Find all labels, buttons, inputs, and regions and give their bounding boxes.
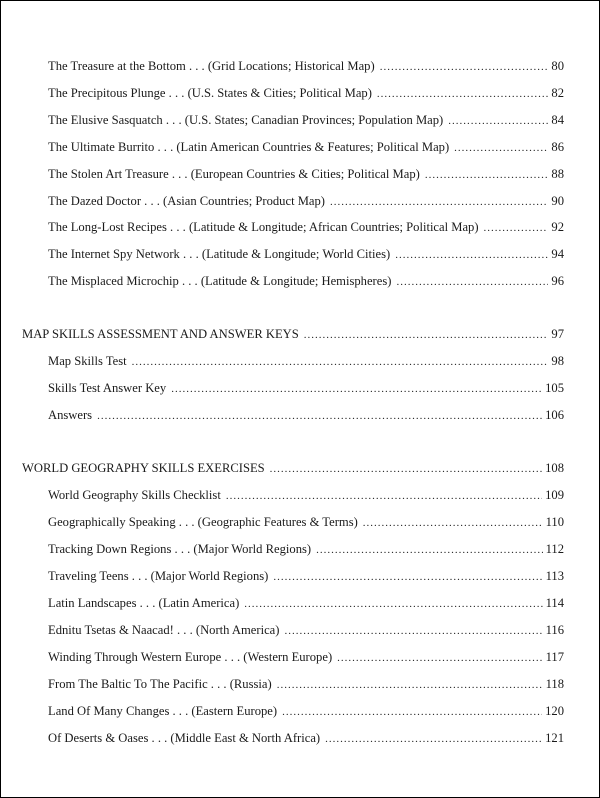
dot-leader <box>277 677 543 693</box>
toc-entry-title: The Dazed Doctor . . . (Asian Countries; Product Map) <box>48 194 325 208</box>
dot-leader <box>282 704 542 720</box>
toc-entry-title: Land Of Many Changes . . . (Eastern Europe) <box>48 704 278 718</box>
dot-leader <box>484 220 549 236</box>
toc-entry <box>48 380 564 397</box>
toc-entry-title: Traveling Teens . . . (Major World Regions) <box>48 569 269 583</box>
toc-entry-page: 90 <box>551 194 564 208</box>
toc-heading-title: MAP SKILLS ASSESSMENT AND ANSWER KEYS <box>22 327 299 341</box>
dot-leader <box>396 274 548 290</box>
dot-leader <box>448 113 548 129</box>
dot-leader <box>226 488 542 504</box>
toc-entry-page: 109 <box>545 488 564 502</box>
toc-entry-title: World Geography Skills Checklist <box>48 488 221 502</box>
toc-entry <box>48 730 564 747</box>
dot-leader <box>97 408 542 424</box>
toc-entry-title: Skills Test Answer Key <box>48 381 167 395</box>
toc-entry-page: 118 <box>545 677 564 691</box>
toc-entry-page: 96 <box>551 274 564 288</box>
dot-leader <box>304 327 549 343</box>
dot-leader <box>425 167 549 183</box>
toc-entry-page: 121 <box>545 731 564 745</box>
dot-leader <box>244 596 542 612</box>
toc-entry-page: 116 <box>545 623 564 637</box>
dot-leader <box>330 194 548 210</box>
toc-entry <box>48 273 564 290</box>
toc-entry <box>48 514 564 531</box>
dot-leader <box>337 650 542 666</box>
dot-leader <box>270 461 542 477</box>
dot-leader <box>380 59 549 75</box>
toc-entry <box>48 166 564 183</box>
toc-entry-page: 120 <box>545 704 564 718</box>
toc-entry <box>48 676 564 693</box>
toc-entry-page: 84 <box>551 113 564 127</box>
dot-leader <box>171 381 542 397</box>
toc-entry-page: 86 <box>551 140 564 154</box>
dot-leader <box>395 247 548 263</box>
dot-leader <box>363 515 543 531</box>
toc-entry-title: The Long-Lost Recipes . . . (Latitude & Longitude; African Countries; Political Map) <box>48 220 479 234</box>
toc-entry-page: 117 <box>545 650 564 664</box>
toc-entry-page: 113 <box>545 569 564 583</box>
dot-leader <box>132 354 549 370</box>
toc-entry <box>48 193 564 210</box>
toc-heading-title: WORLD GEOGRAPHY SKILLS EXERCISES <box>22 461 265 475</box>
toc-entry <box>48 246 564 263</box>
toc-entry-title: Tracking Down Regions . . . (Major World Regions) <box>48 542 312 556</box>
toc-entry <box>48 353 564 370</box>
toc-entry-page: 110 <box>545 515 564 529</box>
toc-entry-title: The Elusive Sasquatch . . . (U.S. States; Canadian Provinces; Population Map) <box>48 113 444 127</box>
toc-entry-title: Of Deserts & Oases . . . (Middle East & North Africa) <box>48 731 321 745</box>
toc-entry <box>48 85 564 102</box>
toc-entry-page: 98 <box>551 354 564 368</box>
dot-leader <box>273 569 542 585</box>
toc-entry-title: Map Skills Test <box>48 354 127 368</box>
dot-leader <box>316 542 542 558</box>
toc-entry <box>48 112 564 129</box>
toc-entry-page: 82 <box>551 86 564 100</box>
toc-entry-page: 94 <box>551 247 564 261</box>
toc-section-heading <box>22 326 564 343</box>
toc-entry-title: Answers <box>48 408 93 422</box>
toc-entry-page: 112 <box>545 542 564 556</box>
toc-entry-page: 106 <box>545 408 564 422</box>
toc-entry-title: The Misplaced Microchip . . . (Latitude & Longitude; Hemispheres) <box>48 274 392 288</box>
toc-entry-title: Latin Landscapes . . . (Latin America) <box>48 596 240 610</box>
toc-entry-title: Geographically Speaking . . . (Geographic Features & Terms) <box>48 515 358 529</box>
toc-entry-page: 114 <box>545 596 564 610</box>
toc-entry-title: From The Baltic To The Pacific . . . (Russia) <box>48 677 272 691</box>
toc-entry <box>48 649 564 666</box>
toc-entry-title: Winding Through Western Europe . . . (Western Europe) <box>48 650 333 664</box>
toc-entry <box>48 407 564 424</box>
toc-entry-title: The Internet Spy Network . . . (Latitude & Longitude; World Cities) <box>48 247 391 261</box>
toc-entry-page: 92 <box>551 220 564 234</box>
toc-entry <box>48 622 564 639</box>
toc-entry <box>48 139 564 156</box>
dot-leader <box>377 86 548 102</box>
toc-heading-page: 108 <box>545 461 564 475</box>
toc-entry-title: Ednitu Tsetas & Naacad! . . . (North America) <box>48 623 280 637</box>
toc-entry-title: The Stolen Art Treasure . . . (European Countries & Cities; Political Map) <box>48 167 420 181</box>
toc-entry-title: The Precipitous Plunge . . . (U.S. States & Cities; Political Map) <box>48 86 372 100</box>
toc-entry-page: 88 <box>551 167 564 181</box>
toc-entry <box>48 703 564 720</box>
toc-entry-title: The Ultimate Burrito . . . (Latin American Countries & Features; Political Map) <box>48 140 450 154</box>
toc-entry <box>48 595 564 612</box>
dot-leader <box>454 140 548 156</box>
dot-leader <box>284 623 542 639</box>
dot-leader <box>325 731 542 747</box>
toc-entry <box>48 568 564 585</box>
toc-entry <box>48 219 564 236</box>
toc-section-heading <box>22 460 564 477</box>
toc-entry-page: 105 <box>545 381 564 395</box>
toc-entry <box>48 58 564 75</box>
toc-entry <box>48 487 564 504</box>
toc-entry-title: The Treasure at the Bottom . . . (Grid Locations; Historical Map) <box>48 59 375 73</box>
toc-heading-page: 97 <box>551 327 564 341</box>
toc-entry <box>48 541 564 558</box>
toc-entry-page: 80 <box>551 59 564 73</box>
